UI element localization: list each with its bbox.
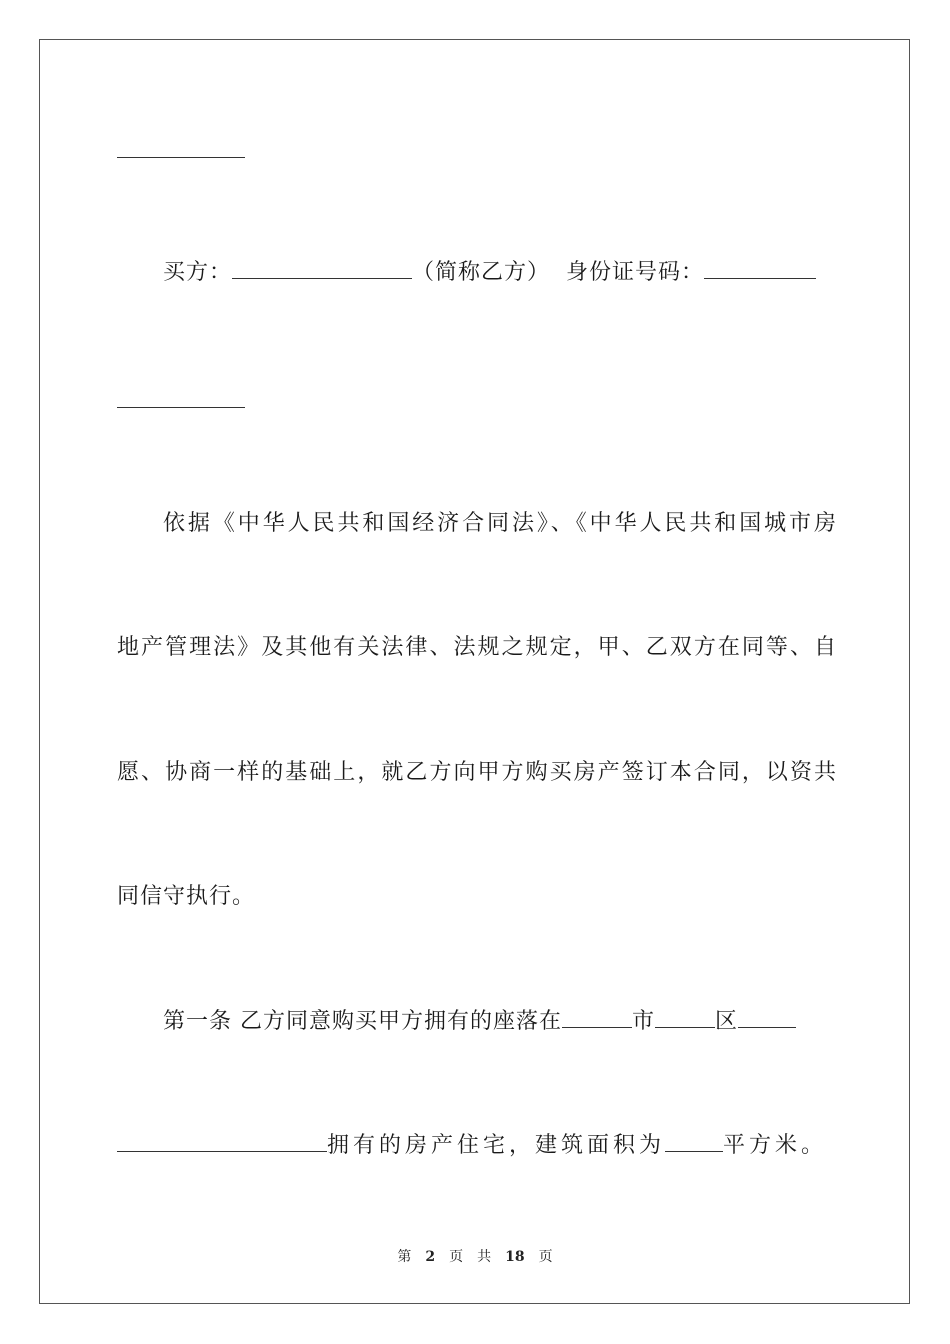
area-unit: 平方米。: [723, 1133, 828, 1158]
buyer-short-name: （简称乙方）: [412, 260, 551, 285]
total-prefix: 共: [477, 1249, 492, 1265]
page-prefix: 第: [397, 1249, 412, 1265]
city-label: 市: [632, 1009, 656, 1034]
article1-prefix: 第一条 乙方同意购买甲方拥有的座落在: [163, 1009, 562, 1034]
page-border: [39, 39, 910, 1304]
blank-line-id-continued: [117, 407, 245, 408]
area-blank: [665, 1131, 723, 1152]
page-footer: [0, 1246, 950, 1266]
para1-line2: 地产管理法》及其他有关法律、法规之规定，甲、乙双方在同等、自: [117, 635, 837, 660]
city-blank: [562, 1007, 632, 1028]
total-suffix: 页: [538, 1249, 553, 1265]
page-suffix: 页: [449, 1249, 464, 1265]
total-pages-number: 18: [505, 1249, 525, 1265]
id-number-label: 身份证号码：: [566, 260, 705, 285]
buyer-label: 买方：: [163, 260, 233, 285]
district-label: 区: [715, 1009, 739, 1034]
location-blank: [117, 1131, 327, 1152]
article1-line1: [163, 1007, 843, 1037]
article1-line2-text: 拥有的房产住宅，建筑面积为: [327, 1133, 666, 1158]
total-pages-indicator: [477, 1249, 552, 1265]
para1-line1: 依据《中华人民共和国经济合同法》、《中华人民共和国城市房: [163, 511, 837, 536]
id-number-blank: [704, 258, 816, 279]
page-number: 2: [425, 1249, 436, 1265]
street-blank: [738, 1007, 796, 1028]
blank-line-top: [117, 157, 245, 158]
para1-line3: 愿、协商一样的基础上，就乙方向甲方购买房产签订本合同，以资共: [117, 760, 837, 785]
district-blank: [655, 1007, 715, 1028]
buyer-line: [163, 258, 837, 288]
article1-line2: [117, 1131, 837, 1161]
page-indicator: [397, 1249, 463, 1265]
para1-line4: 同信守执行。: [117, 884, 256, 909]
buyer-name-blank: [232, 258, 412, 279]
